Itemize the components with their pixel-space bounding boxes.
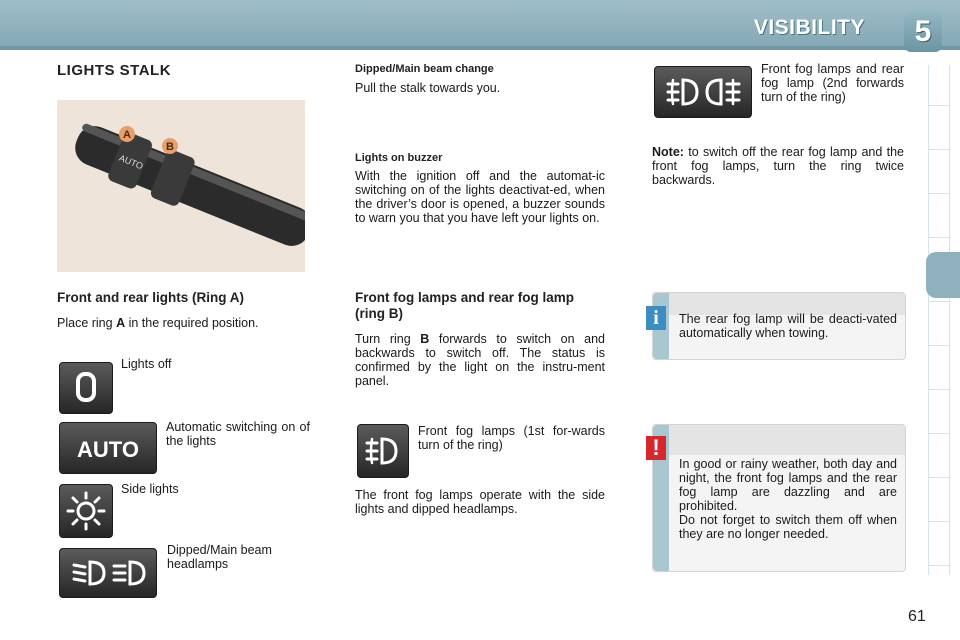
auto-lights-label: Automatic switching on of the lights bbox=[166, 420, 310, 448]
auto-lights-icon bbox=[59, 422, 157, 474]
auto-icon-text: AUTO bbox=[77, 437, 139, 462]
stalk-auto-text: AUTO bbox=[117, 152, 145, 172]
buzzer-heading: Lights on buzzer bbox=[355, 152, 443, 164]
section-heading: LIGHTS STALK bbox=[57, 62, 172, 79]
page-number: 61 bbox=[908, 608, 926, 625]
lights-off-label: Lights off bbox=[121, 357, 172, 371]
buzzer-text: With the ignition off and the automat-ic switching on of the lights deactivat-ed, when the driver’s door is opened, a buzzer sounds to warn you that you have left your lights on. bbox=[355, 169, 605, 225]
fog-text: Turn ring B forwards to switch on and backwards to switch off. The status is confirmed by the light on the instru-ment panel. bbox=[355, 332, 605, 388]
side-lights-label: Side lights bbox=[121, 482, 179, 496]
dipped-main-label: Dipped/Main beam headlamps bbox=[167, 543, 272, 571]
ring-a-heading: Front and rear lights (Ring A) bbox=[57, 290, 244, 305]
header-stripe bbox=[0, 46, 960, 50]
front-rear-fog-icon bbox=[654, 66, 752, 118]
dipped-main-heading: Dipped/Main beam change bbox=[355, 63, 494, 75]
chapter-tab-active[interactable] bbox=[926, 252, 960, 298]
chapter-tabs bbox=[928, 65, 950, 575]
fog-footer-text: The front fog lamps operate with the side lights and dipped headlamps. bbox=[355, 488, 605, 516]
lights-stalk-image bbox=[57, 100, 305, 272]
stalk-label-a: A bbox=[123, 129, 131, 141]
stalk-label-b: B bbox=[166, 141, 174, 153]
warning-text-1: In good or rainy weather, both day and night, the front fog lamps and the rear fog lamp are dazzling and are prohibited. bbox=[679, 457, 897, 513]
lights-off-icon bbox=[59, 362, 113, 414]
page-title: VISIBILITY bbox=[753, 16, 865, 39]
chapter-badge: 5 bbox=[904, 12, 942, 52]
info-icon: i bbox=[646, 306, 666, 330]
front-fog-label: Front fog lamps (1st for-wards turn of the ring) bbox=[418, 424, 605, 452]
warning-icon: ! bbox=[646, 436, 666, 460]
side-lights-icon bbox=[59, 484, 113, 538]
fog-heading: Front fog lamps and rear fog lamp (ring B) bbox=[355, 290, 575, 321]
front-fog-icon bbox=[357, 424, 409, 478]
info-text: The rear fog lamp will be deacti-vated automatically when towing. bbox=[679, 312, 897, 340]
front-rear-fog-label: Front fog lamps and rear fog lamp (2nd forwards turn of the ring) bbox=[761, 62, 904, 104]
note-text: Note: to switch off the rear fog lamp and the front fog lamps, turn the ring twice backwards. bbox=[652, 145, 904, 187]
warning-text-2: Do not forget to switch them off when they are no longer needed. bbox=[679, 513, 897, 541]
dipped-main-beam-icon bbox=[59, 548, 157, 598]
dipped-main-text: Pull the stalk towards you. bbox=[355, 81, 501, 95]
ring-a-intro: Place ring A in the required position. bbox=[57, 316, 259, 330]
